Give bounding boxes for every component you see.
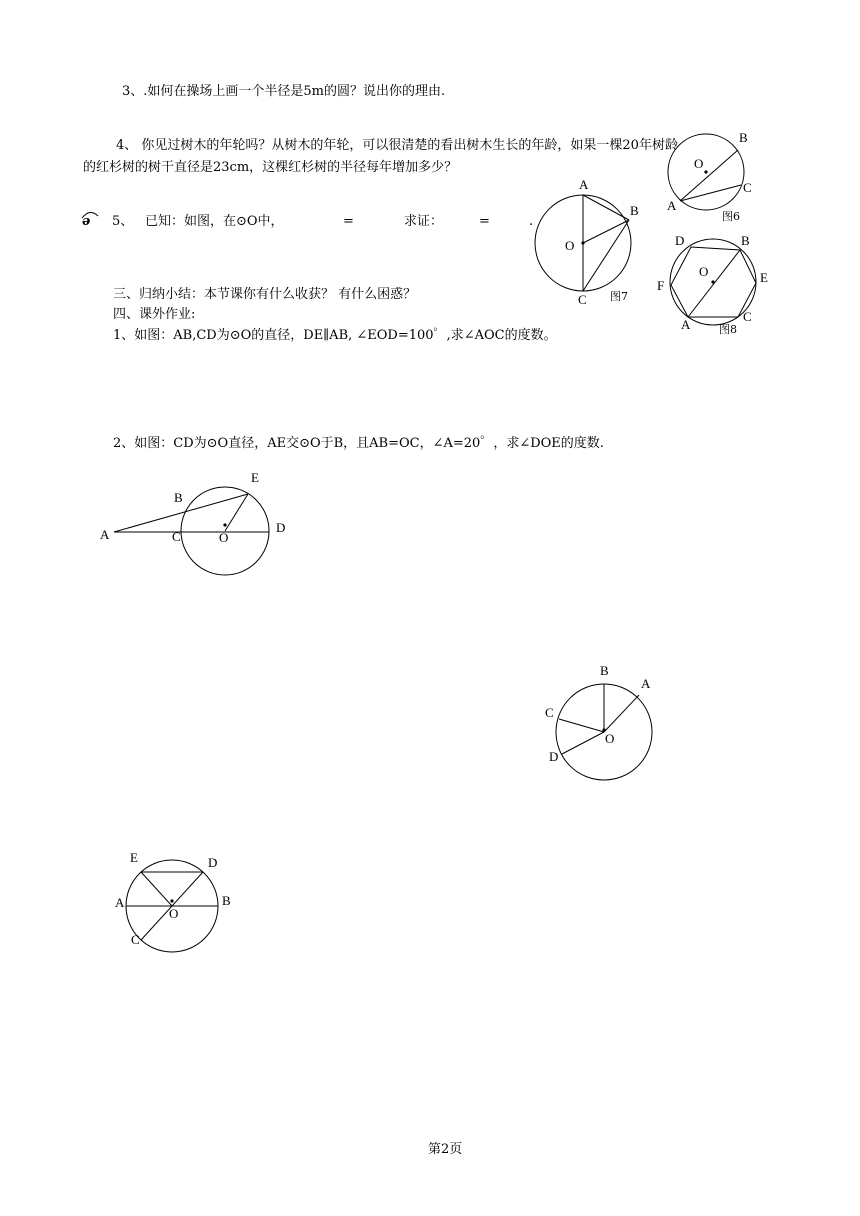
fig8-label-f: F xyxy=(657,278,665,293)
fig7-label-b: B xyxy=(630,203,639,218)
fig8-label-b: B xyxy=(741,233,750,248)
question-4-line2: 的红杉树的树干直径是23cm，这棵红杉树的半径每年增加多少？ xyxy=(83,160,458,175)
fig7-caption: 图7 xyxy=(610,290,628,303)
fig8-label-e: E xyxy=(760,270,768,285)
fig6-label-o: O xyxy=(694,156,704,171)
fig6-label-c: C xyxy=(743,180,752,195)
question-5-given: 已知：如图，在⊙O中， xyxy=(145,214,284,229)
homework-2: 2、如图：CD为⊙O直径，AE交⊙O于B，且AB=OC，∠A=20゜，求∠DOE的度数. xyxy=(113,436,604,451)
fig7-label-a: A xyxy=(579,177,589,192)
question-4-line1: 4、 你见过树木的年轮吗？从树木的年轮，可以很清楚的看出树木生长的年龄，如果一棵20年树龄 xyxy=(116,138,678,153)
hw2-label-c: C xyxy=(172,529,181,544)
fig6-label-b: B xyxy=(739,130,748,145)
hw1-label-c: C xyxy=(131,932,140,947)
hw1-label-a: A xyxy=(115,895,125,910)
fig8-caption: 图8 xyxy=(719,323,737,336)
question-5-end: . xyxy=(529,214,534,229)
hw1-label-d: D xyxy=(208,855,218,870)
summary-heading: 三、归纳小结：本节课你有什么收获？ 有什么困惑？ xyxy=(113,287,417,302)
fig8-label-d: D xyxy=(675,233,685,248)
q5fig-label-c: C xyxy=(545,705,554,720)
hw1-label-b: B xyxy=(222,893,231,908)
q5fig-label-o: O xyxy=(605,731,615,746)
q5fig-label-b: B xyxy=(600,663,609,678)
fig8-label-a: A xyxy=(681,317,691,332)
homework-heading: 四、课外作业: xyxy=(113,307,196,322)
fig6-caption: 图6 xyxy=(722,210,740,223)
homework-1: 1、如图：AB,CD为⊙O的直径，DE∥AB, ∠EOD=100゜,求∠AOC的度数。 xyxy=(113,328,557,343)
hw1-label-o: O xyxy=(169,906,179,921)
hw2-label-e: E xyxy=(251,470,259,485)
question-5-eq1: = xyxy=(343,214,354,229)
fig8-label-o: O xyxy=(699,264,709,279)
hw1-label-e: E xyxy=(130,850,138,865)
question-5-number: 5、 xyxy=(112,214,134,229)
question-5-marker: ə xyxy=(82,214,91,229)
question-5-eq2: = xyxy=(479,214,490,229)
hw2-label-d: D xyxy=(276,520,286,535)
q5fig-label-a: A xyxy=(641,676,651,691)
hw2-label-a: A xyxy=(100,527,110,542)
fig7-label-c: C xyxy=(578,292,587,307)
hw2-label-b: B xyxy=(174,490,183,505)
fig6-label-a: A xyxy=(667,198,677,213)
page-footer: 第2页 xyxy=(428,1142,463,1157)
fig8-label-c: C xyxy=(743,309,752,324)
question-5-prove: 求证： xyxy=(404,214,444,229)
question-3: 3、.如何在操场上画一个半径是5m的圆？说出你的理由. xyxy=(122,84,446,99)
q5fig-label-d: D xyxy=(549,749,559,764)
hw2-label-o: O xyxy=(219,530,229,545)
fig7-label-o: O xyxy=(565,238,575,253)
